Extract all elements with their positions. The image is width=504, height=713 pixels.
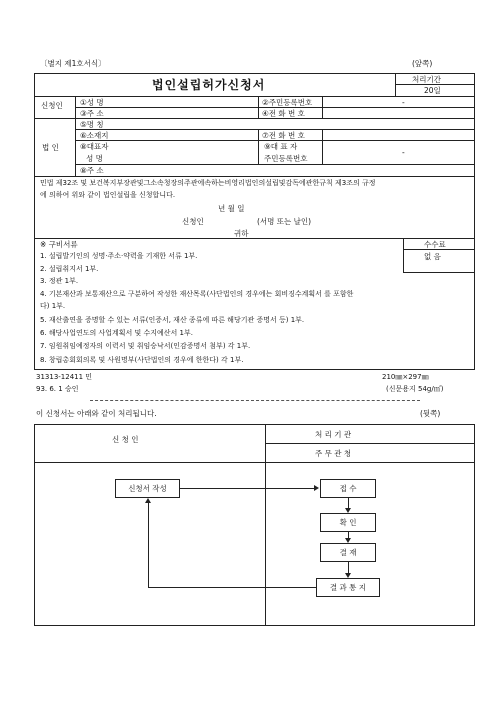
documents-header: ※ 구비서류 (40, 240, 78, 249)
fee-label: 수수료 (424, 240, 446, 249)
flow-step-write: 신청서 작성 (115, 479, 180, 498)
corporation-rep-resident-no-value: - (402, 148, 405, 157)
processing-period-value: 20일 (424, 86, 441, 95)
flow-step-approve: 결 재 (320, 543, 376, 562)
applicant-name-label: ①성 명 (80, 98, 104, 107)
applicant-address-label: ③주 소 (80, 109, 104, 118)
statement-sign-label: (서명 또는 날인) (257, 217, 312, 226)
arrow-down-icon (345, 538, 351, 543)
document-item: 2. 설립취지서 1부. (40, 265, 99, 273)
flow-arrow-notify-to-applicant (148, 587, 316, 588)
process-notice: 이 신청서는 아래와 같이 처리됩니다. (36, 409, 157, 418)
flow-arrow-receive-to-confirm (348, 498, 349, 508)
column-agency: 처 리 기 관 (315, 430, 352, 439)
form-number: 〔별지 제1호서식〕 (40, 59, 106, 68)
approval-date: 93. 6. 1 승인 (36, 385, 79, 393)
document-item: 다) 1부. (40, 302, 66, 310)
flow-return-line (148, 503, 149, 587)
statement-line-1: 민법 제32조 및 보건복지부장관및그소속청장의주관에속하는비영리법인의설립및감독에관한규칙 제3조의 규정 (40, 179, 376, 187)
corporation-rep-name-label: 성 명 (86, 154, 103, 163)
processing-period-label: 처리기간 (412, 75, 441, 84)
document-item: 7. 임원취임예정자의 이력서 및 취임승낙서(인감증명서 첨부) 각 1부. (40, 342, 251, 350)
applicant-phone-label: ④전 화 번 호 (262, 109, 305, 118)
corporation-rep-right-label: ⑨대 표 자 (264, 142, 298, 151)
document-item: 8. 창립총회회의록 및 사원명부(사단법인의 경우에 한한다) 각 1부. (40, 356, 244, 364)
corporation-location-label: ⑥소재지 (80, 131, 109, 140)
document-item: 4. 기본재산과 보통재산으로 구분하여 작성한 재산목록(사단법인의 경우에는 회비징수계획서 를 포함한 (40, 290, 354, 298)
flow-step-notify: 결 과 통 지 (316, 578, 380, 597)
cut-line (90, 400, 420, 401)
corporation-rep-label: ⑧대표자 (80, 142, 109, 151)
statement-applicant-label: 신청인 (182, 217, 204, 226)
form-code: 31313-12411 민 (36, 373, 93, 381)
document-item: 1. 설립발기인의 성명·주소·약력을 기재한 서류 1부. (40, 252, 198, 260)
corporation-rep-resident-no-label: 주민등록번호 (264, 154, 308, 163)
paper-size: 210㎜×297㎜ (382, 373, 429, 381)
arrow-right-icon (314, 485, 319, 491)
applicant-section-label: 신청인 (41, 101, 63, 110)
corporation-name-label: ⑤명 칭 (80, 120, 104, 129)
arrow-down-icon (345, 573, 351, 578)
flow-step-receive: 접 수 (320, 479, 376, 498)
paper-spec: (신문용지 54g/㎡) (386, 385, 444, 393)
flow-arrow-write-to-receive (180, 488, 315, 489)
document-item: 3. 정관 1부. (40, 277, 79, 285)
document-item: 5. 재산출연을 증명할 수 있는 서류(인증서, 재산 종류에 따른 해당기관 증명서 등) 1부. (40, 316, 305, 324)
column-agency-sub: 주 무 관 청 (315, 449, 352, 458)
flow-step-confirm: 확 인 (320, 513, 376, 532)
applicant-resident-no-label: ②주민등록번호 (262, 98, 313, 107)
applicant-resident-no-value: - (402, 98, 405, 107)
form-title: 법인설립허가신청서 (152, 78, 266, 92)
fee-value: 없 음 (424, 252, 441, 261)
front-page-label: (앞쪽) (412, 59, 433, 68)
document-item: 6. 해당사업연도의 사업계획서 및 수지예산서 1부. (40, 329, 193, 337)
statement-date: 년 월 일 (218, 204, 245, 213)
arrow-up-icon (145, 498, 151, 503)
statement-addressee: 귀하 (234, 229, 249, 238)
flow-arrow-approve-to-notify (348, 562, 349, 573)
column-applicant: 신 청 인 (112, 435, 139, 444)
corporation-address-label: ⑧주 소 (80, 166, 104, 175)
process-table (34, 424, 475, 626)
arrow-down-icon (345, 508, 351, 513)
corporation-section-label: 법 인 (42, 143, 59, 152)
corporation-phone-label: ⑦전 화 번 호 (262, 131, 305, 140)
statement-line-2: 에 의하여 위와 같이 법인설립을 신청합니다. (40, 191, 176, 199)
back-page-label: (뒷쪽) (420, 409, 441, 418)
